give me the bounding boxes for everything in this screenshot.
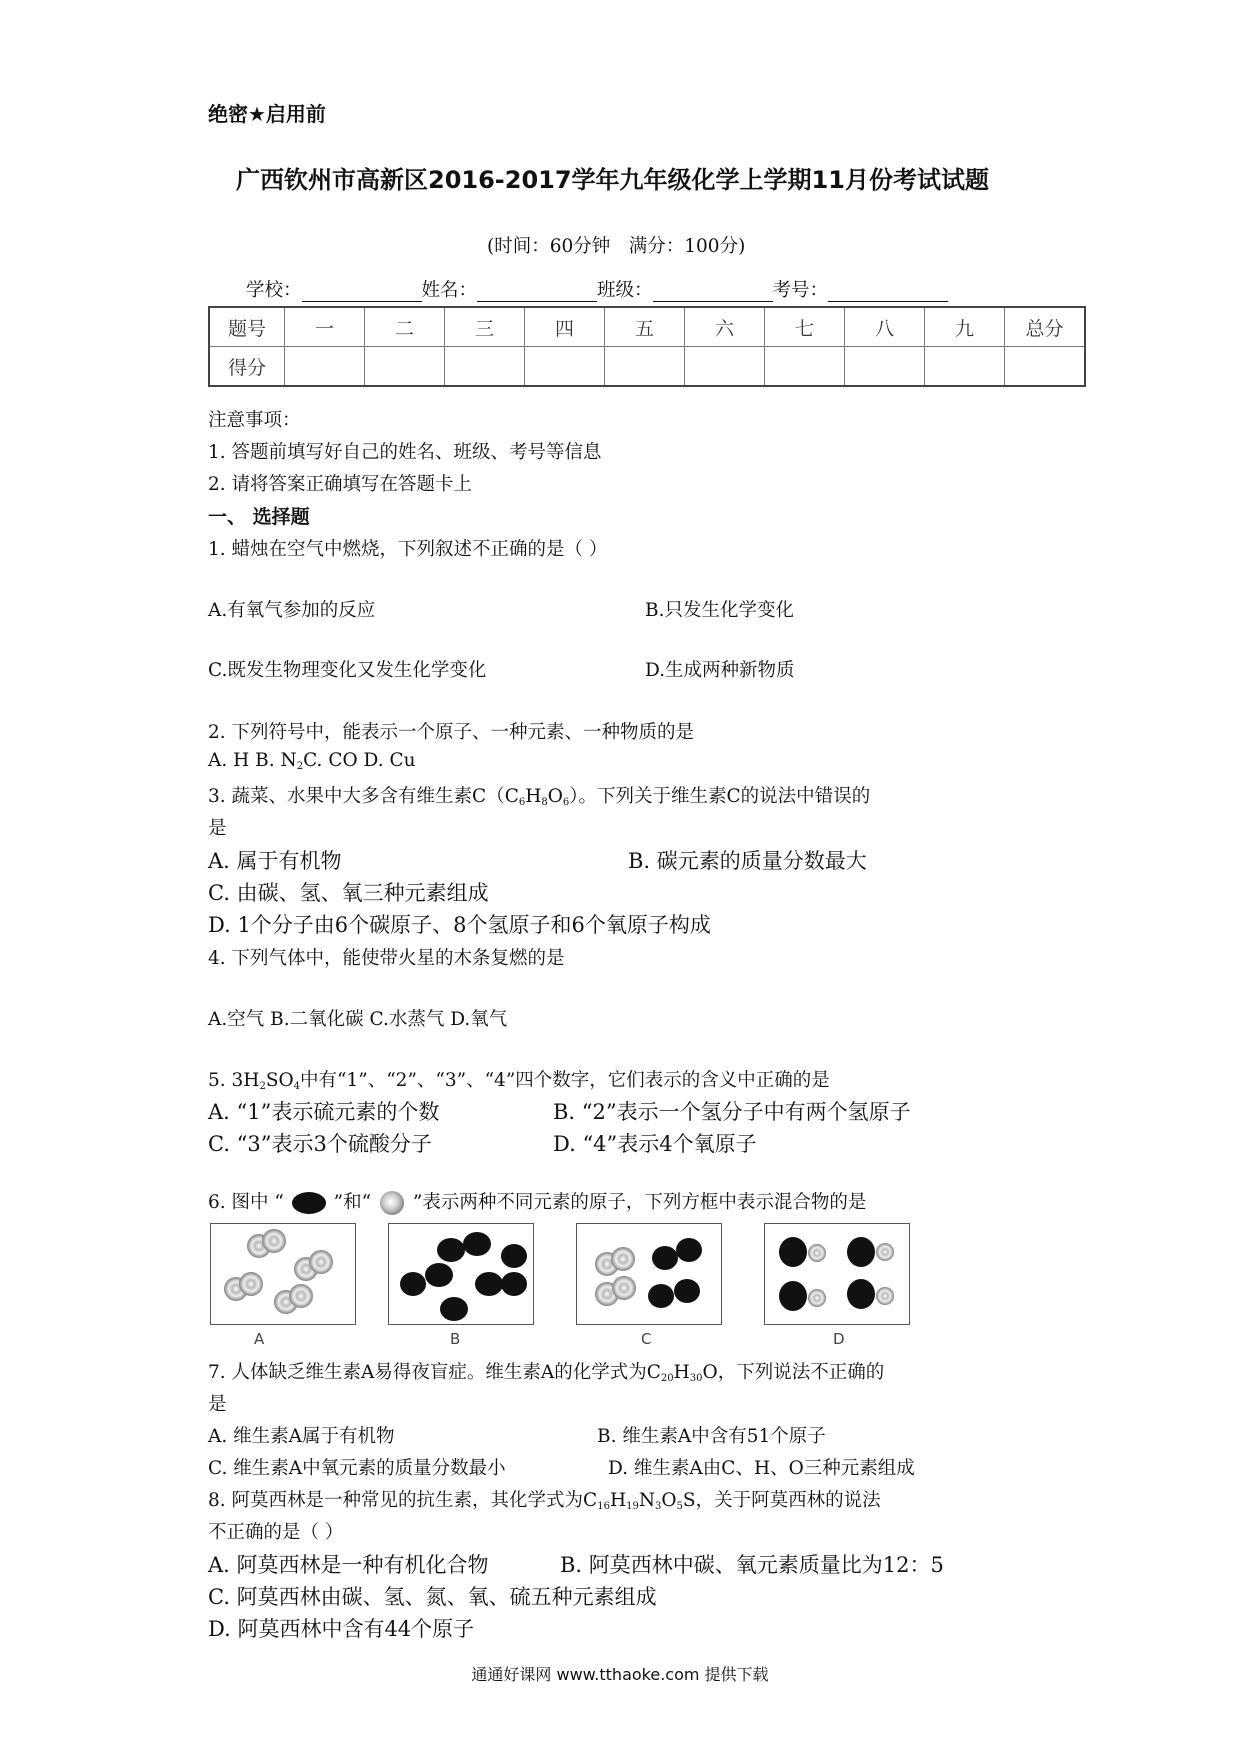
q2-options-a: A. H B. N [208,750,297,771]
subscript: 4 [293,1081,301,1092]
molecule-diagram-a [211,1224,357,1326]
q3-option-b: B. 碳元素的质量分数最大 [628,849,867,873]
diagram-box-c [576,1223,722,1325]
question-1-stem: 1. 蜡烛在空气中燃烧，下列叙述不正确的是（ ） [208,539,608,560]
score-cell[interactable] [925,347,1005,387]
exam-no-blank[interactable] [828,281,948,302]
q8-option-a: A. 阿莫西林是一种有机化合物 [208,1553,489,1577]
subscript: 19 [626,1501,639,1512]
table-cell: 八 [845,307,925,347]
q5-option-d: D. “4”表示4个氧原子 [553,1132,757,1156]
q3-stem-part: H [525,786,542,807]
subscript: 5 [676,1501,683,1512]
dark-atom-legend-icon [290,1190,328,1216]
q7-stem-part: O，下列说法不正确的 [702,1362,885,1383]
score-cell[interactable] [765,347,845,387]
q6-stem-part: ”表示两种不同元素的原子，下列方框中表示混合物的是 [412,1192,867,1213]
school-label: 学校： [246,280,302,301]
q3-stem-part: O [547,786,563,807]
q1-option-b: B.只发生化学变化 [645,600,794,621]
diagram-label-b: B [450,1330,461,1348]
subscript: 3 [655,1501,662,1512]
q7-option-d: D. 维生素A由C、H、O三种元素组成 [608,1458,915,1479]
table-cell: 题号 [209,307,285,347]
subscript: 16 [597,1501,610,1512]
question-8-stem-cont: 不正确的是（ ） [208,1522,344,1543]
q3-stem-part: ）。下列关于维生素C的说法中错误的 [569,786,871,807]
light-atom-legend-icon [377,1190,407,1216]
q3-stem-part: 3. 蔬菜、水果中大多含有维生素C（C [208,786,519,807]
note-item: 1. 答题前填写好自己的姓名、班级、考号等信息 [208,442,602,463]
molecule-diagram-d [765,1224,911,1326]
q8-stem-part: H [609,1490,627,1511]
q3-option-a: A. 属于有机物 [208,849,342,873]
q6-stem-part: ”和“ [333,1192,372,1213]
table-cell: 总分 [1005,307,1086,347]
class-blank[interactable] [653,281,773,302]
table-cell: 三 [445,307,525,347]
time-info: (时间：60分钟 满分：100分) [487,236,746,257]
diagram-label-d: D [833,1330,845,1348]
subscript: 30 [689,1373,703,1384]
table-cell: 四 [525,307,605,347]
info-line [246,276,948,302]
diagram-box-a [210,1223,356,1325]
q7-option-a: A. 维生素A属于有机物 [208,1426,395,1447]
subscript: 2 [296,761,304,772]
subscript: 2 [259,1081,266,1092]
table-cell: 五 [605,307,685,347]
q8-option-c: C. 阿莫西林由碳、氢、氮、氧、硫五种元素组成 [208,1585,657,1609]
diagram-box-b [388,1223,534,1325]
score-table [208,306,1086,387]
q7-option-b: B. 维生素A中含有51个原子 [597,1426,826,1447]
table-cell: 九 [925,307,1005,347]
score-cell[interactable] [285,347,365,387]
q1-option-c: C.既发生物理变化又发生化学变化 [208,660,487,681]
school-blank[interactable] [302,281,422,302]
question-3-stem-cont: 是 [208,818,227,839]
exam-no-label: 考号： [772,280,829,301]
molecule-diagram-b [389,1224,535,1326]
q7-stem-part: H [673,1362,690,1383]
page-footer: 通通好课网 www.tthaoke.com 提供下载 [471,1665,769,1684]
question-7-stem-cont: 是 [208,1394,227,1415]
table-cell: 七 [765,307,845,347]
diagram-label-c: C [641,1330,652,1348]
table-cell: 得分 [209,347,285,387]
score-cell[interactable] [845,347,925,387]
score-cell[interactable] [525,347,605,387]
q8-stem-part: O [661,1490,677,1511]
question-3-stem [208,782,870,808]
question-7-stem [208,1358,884,1384]
table-cell: 一 [285,307,365,347]
score-cell[interactable] [685,347,765,387]
note-item: 2. 请将答案正确填写在答题卡上 [208,474,473,495]
score-cell[interactable] [1005,347,1086,387]
section-heading: 一、 选择题 [208,506,310,528]
q6-stem-part: 6. 图中 “ [208,1192,284,1213]
q2-options [208,750,416,772]
q7-option-c: C. 维生素A中氧元素的质量分数最小 [208,1458,506,1479]
q8-option-b: B. 阿莫西林中碳、氧元素质量比为12：5 [560,1553,944,1577]
q5-option-c: C. “3”表示3个硫酸分子 [208,1132,432,1156]
subscript: 6 [518,797,526,808]
q5-stem-part: 5. 3H [208,1070,260,1091]
q5-option-b: B. “2”表示一个氢分子中有两个氢原子 [553,1100,911,1124]
q3-option-c: C. 由碳、氢、氧三种元素组成 [208,881,489,905]
q1-option-a: A.有氧气参加的反应 [208,600,376,621]
name-blank[interactable] [477,281,597,302]
q5-option-a: A. “1”表示硫元素的个数 [208,1100,440,1124]
subscript: 8 [541,797,548,808]
diagram-box-d [764,1223,910,1325]
subscript: 6 [562,797,570,808]
question-2-stem: 2. 下列符号中，能表示一个原子、一种元素、一种物质的是 [208,722,695,743]
q1-option-d: D.生成两种新物质 [645,660,795,681]
question-4-stem: 4. 下列气体中，能使带火星的木条复燃的是 [208,948,565,969]
q7-stem-part: 7. 人体缺乏维生素A易得夜盲症。维生素A的化学式为C [208,1362,661,1383]
name-label: 姓名： [421,280,478,301]
diagram-label-a: A [254,1330,265,1348]
table-cell: 二 [365,307,445,347]
q4-options: A.空气 B.二氧化碳 C.水蒸气 D.氧气 [208,1009,508,1030]
molecule-diagram-c [577,1224,723,1326]
score-table-header-row [209,307,1085,347]
q8-stem-part: 8. 阿莫西林是一种常见的抗生素，其化学式为C [208,1490,598,1511]
question-8-stem [208,1486,881,1512]
q8-stem-part: N [638,1490,655,1511]
q5-stem-part: SO [265,1070,294,1091]
question-5-stem [208,1066,830,1092]
page-title: 广西钦州市高新区2016-2017学年九年级化学上学期11月份考试试题 [236,166,989,194]
table-cell: 六 [685,307,765,347]
q8-stem-part: S，关于阿莫西林的说法 [682,1490,881,1511]
q8-option-d: D. 阿莫西林中含有44个原子 [208,1617,475,1641]
question-6-stem [208,1188,866,1216]
secret-label: 绝密★启用前 [208,102,326,126]
score-cell[interactable] [365,347,445,387]
q5-stem-part: 中有“1”、“2”、“3”、“4”四个数字，它们表示的含义中正确的是 [300,1070,830,1091]
score-table-score-row [209,347,1085,387]
subscript: 20 [660,1373,674,1384]
score-cell[interactable] [445,347,525,387]
q3-option-d: D. 1个分子由6个碳原子、8个氢原子和6个氧原子构成 [208,913,711,937]
q2-options-rest: C. CO D. Cu [303,750,416,771]
score-cell[interactable] [605,347,685,387]
class-label: 班级： [597,280,653,301]
notes-title: 注意事项： [208,410,301,431]
